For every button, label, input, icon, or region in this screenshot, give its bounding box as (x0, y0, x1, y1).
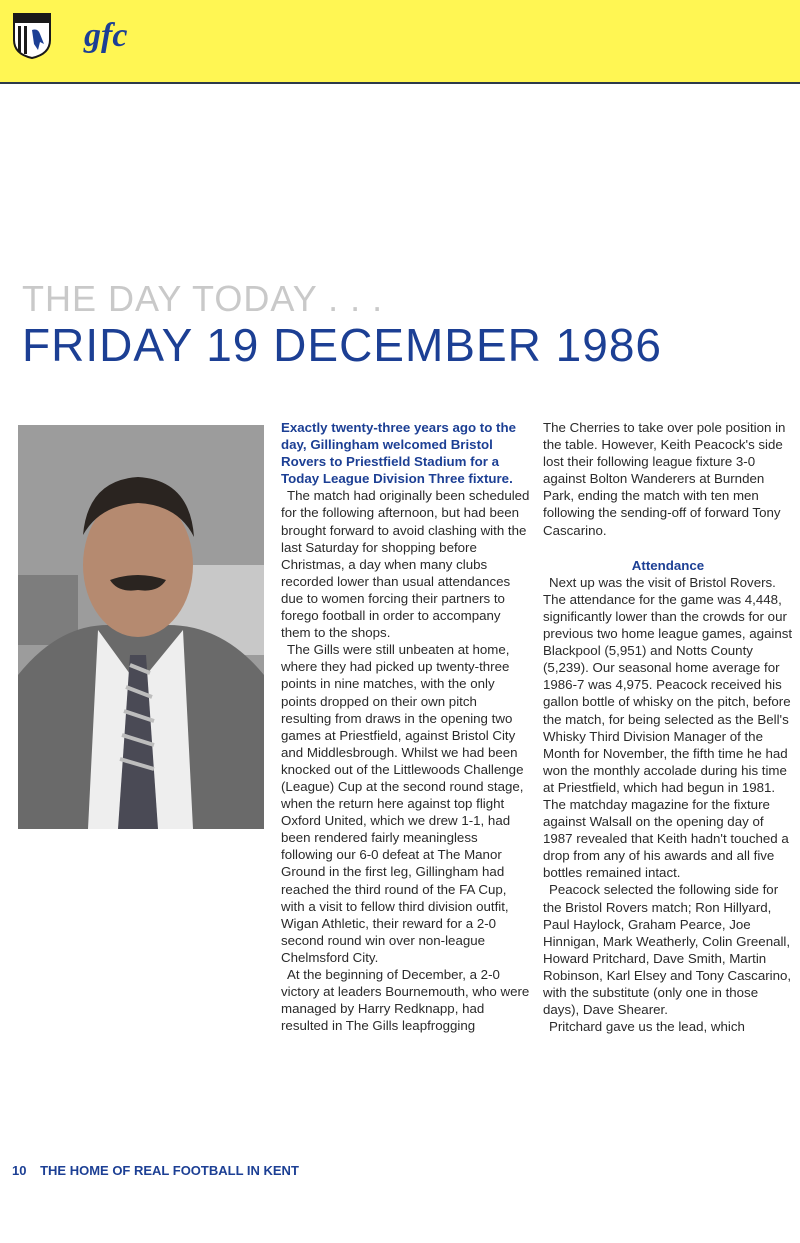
page-footer (12, 1163, 299, 1178)
page-number: 10 (12, 1163, 27, 1178)
article-column-2 (543, 419, 793, 1035)
paragraph: The Gills were still unbeaten at home, where they had picked up twenty-three points in nine matches, with the only points dropped on their own pitch resulting from draws in the opening two games at Priestfield, against Bristol City and Middlesbrough. Whilst we had been knocked out of the Littlewoods Challenge (League) Cup at the second round stage, when the return here against top flight Oxford United, which we drew 1-1, had been rendered fairly meaningless following our 6-0 defeat at The Manor Ground in the first leg, Gillingham had reached the third round of the FA Cup, with a visit to fellow third division outfit, Wigan Athletic, their reward for a 2-0 second round win over non-league Chelmsford City. (281, 642, 524, 965)
paragraph: The match had originally been scheduled for the following afternoon, but had been brought forward to avoid clashing with the last Saturday for shopping before Christmas, a day when many clubs recorded lower than usual attendances due to women forcing their partners to forego football in order to accompany them to the shops. (281, 488, 530, 641)
club-crest-icon (12, 12, 52, 60)
article-lead: Exactly twenty-three years ago to the day, Gillingham welcomed Bristol Rovers to Priestfield Stadium for a Today League Division Three fixture. (281, 420, 516, 487)
paragraph: The Cherries to take over pole position in the table. However, Keith Peacock's side lost their following league fixture 3-0 against Bolton Wanderers at Burnden Park, ending the match with ten men following the sending-off of forward Tony Cascarino. (543, 420, 786, 538)
photo-caption: Keith Peacock (44, 1231, 115, 1243)
article-column-1 (281, 419, 530, 1034)
paragraph: Peacock selected the following side for the Bristol Rovers match; Ron Hillyard, Paul Haylock, Graham Pearce, Joe Hinnigan, Mark Weatherly, Colin Greenall, Howard Pritchard, Dave Smith, Martin Robinson, Karl Elsey and Tony Cascarino, with the substitute (only one in those days), Dave Shearer. (543, 882, 792, 1018)
kicker-heading: THE DAY TODAY . . . (22, 278, 384, 319)
gfc-logo-icon (80, 10, 160, 66)
footer-tagline: THE HOME OF REAL FOOTBALL IN KENT (40, 1163, 299, 1178)
paragraph: Pritchard gave us the lead, which (549, 1019, 745, 1035)
page-title: FRIDAY 19 DECEMBER 1986 (22, 319, 662, 371)
paragraph: At the beginning of December, a 2-0 victory at leaders Bournemouth, who were managed by Harry Redknapp, had resulted in The Gills leapfrogging (281, 967, 530, 1034)
paragraph: Next up was the visit of Bristol Rovers. The attendance for the game was 4,448, significantly lower than the crowds for our previous two home league games, against Blackpool (5,951) and Notts County (5,239). Our seasonal home average for 1986-7 was 4,975. Peacock received his gallon bottle of whisky on the pitch, before the match, for being selected as the Bell's Whisky Third Division Manager of the Month for November, the fifth time he had won the monthly accolade during his time at Priestfield, which had begun in 1981. The matchday magazine for the fixture against Walsall on the opening day of 1987 revealed that Keith hadn't touched a drop from any of his awards and all five bottles remained intact. (543, 574, 793, 881)
portrait-illustration (18, 425, 264, 829)
section-subhead: Attendance (631, 557, 705, 573)
header-bar (0, 0, 800, 84)
logo-text: gfc (84, 17, 128, 54)
